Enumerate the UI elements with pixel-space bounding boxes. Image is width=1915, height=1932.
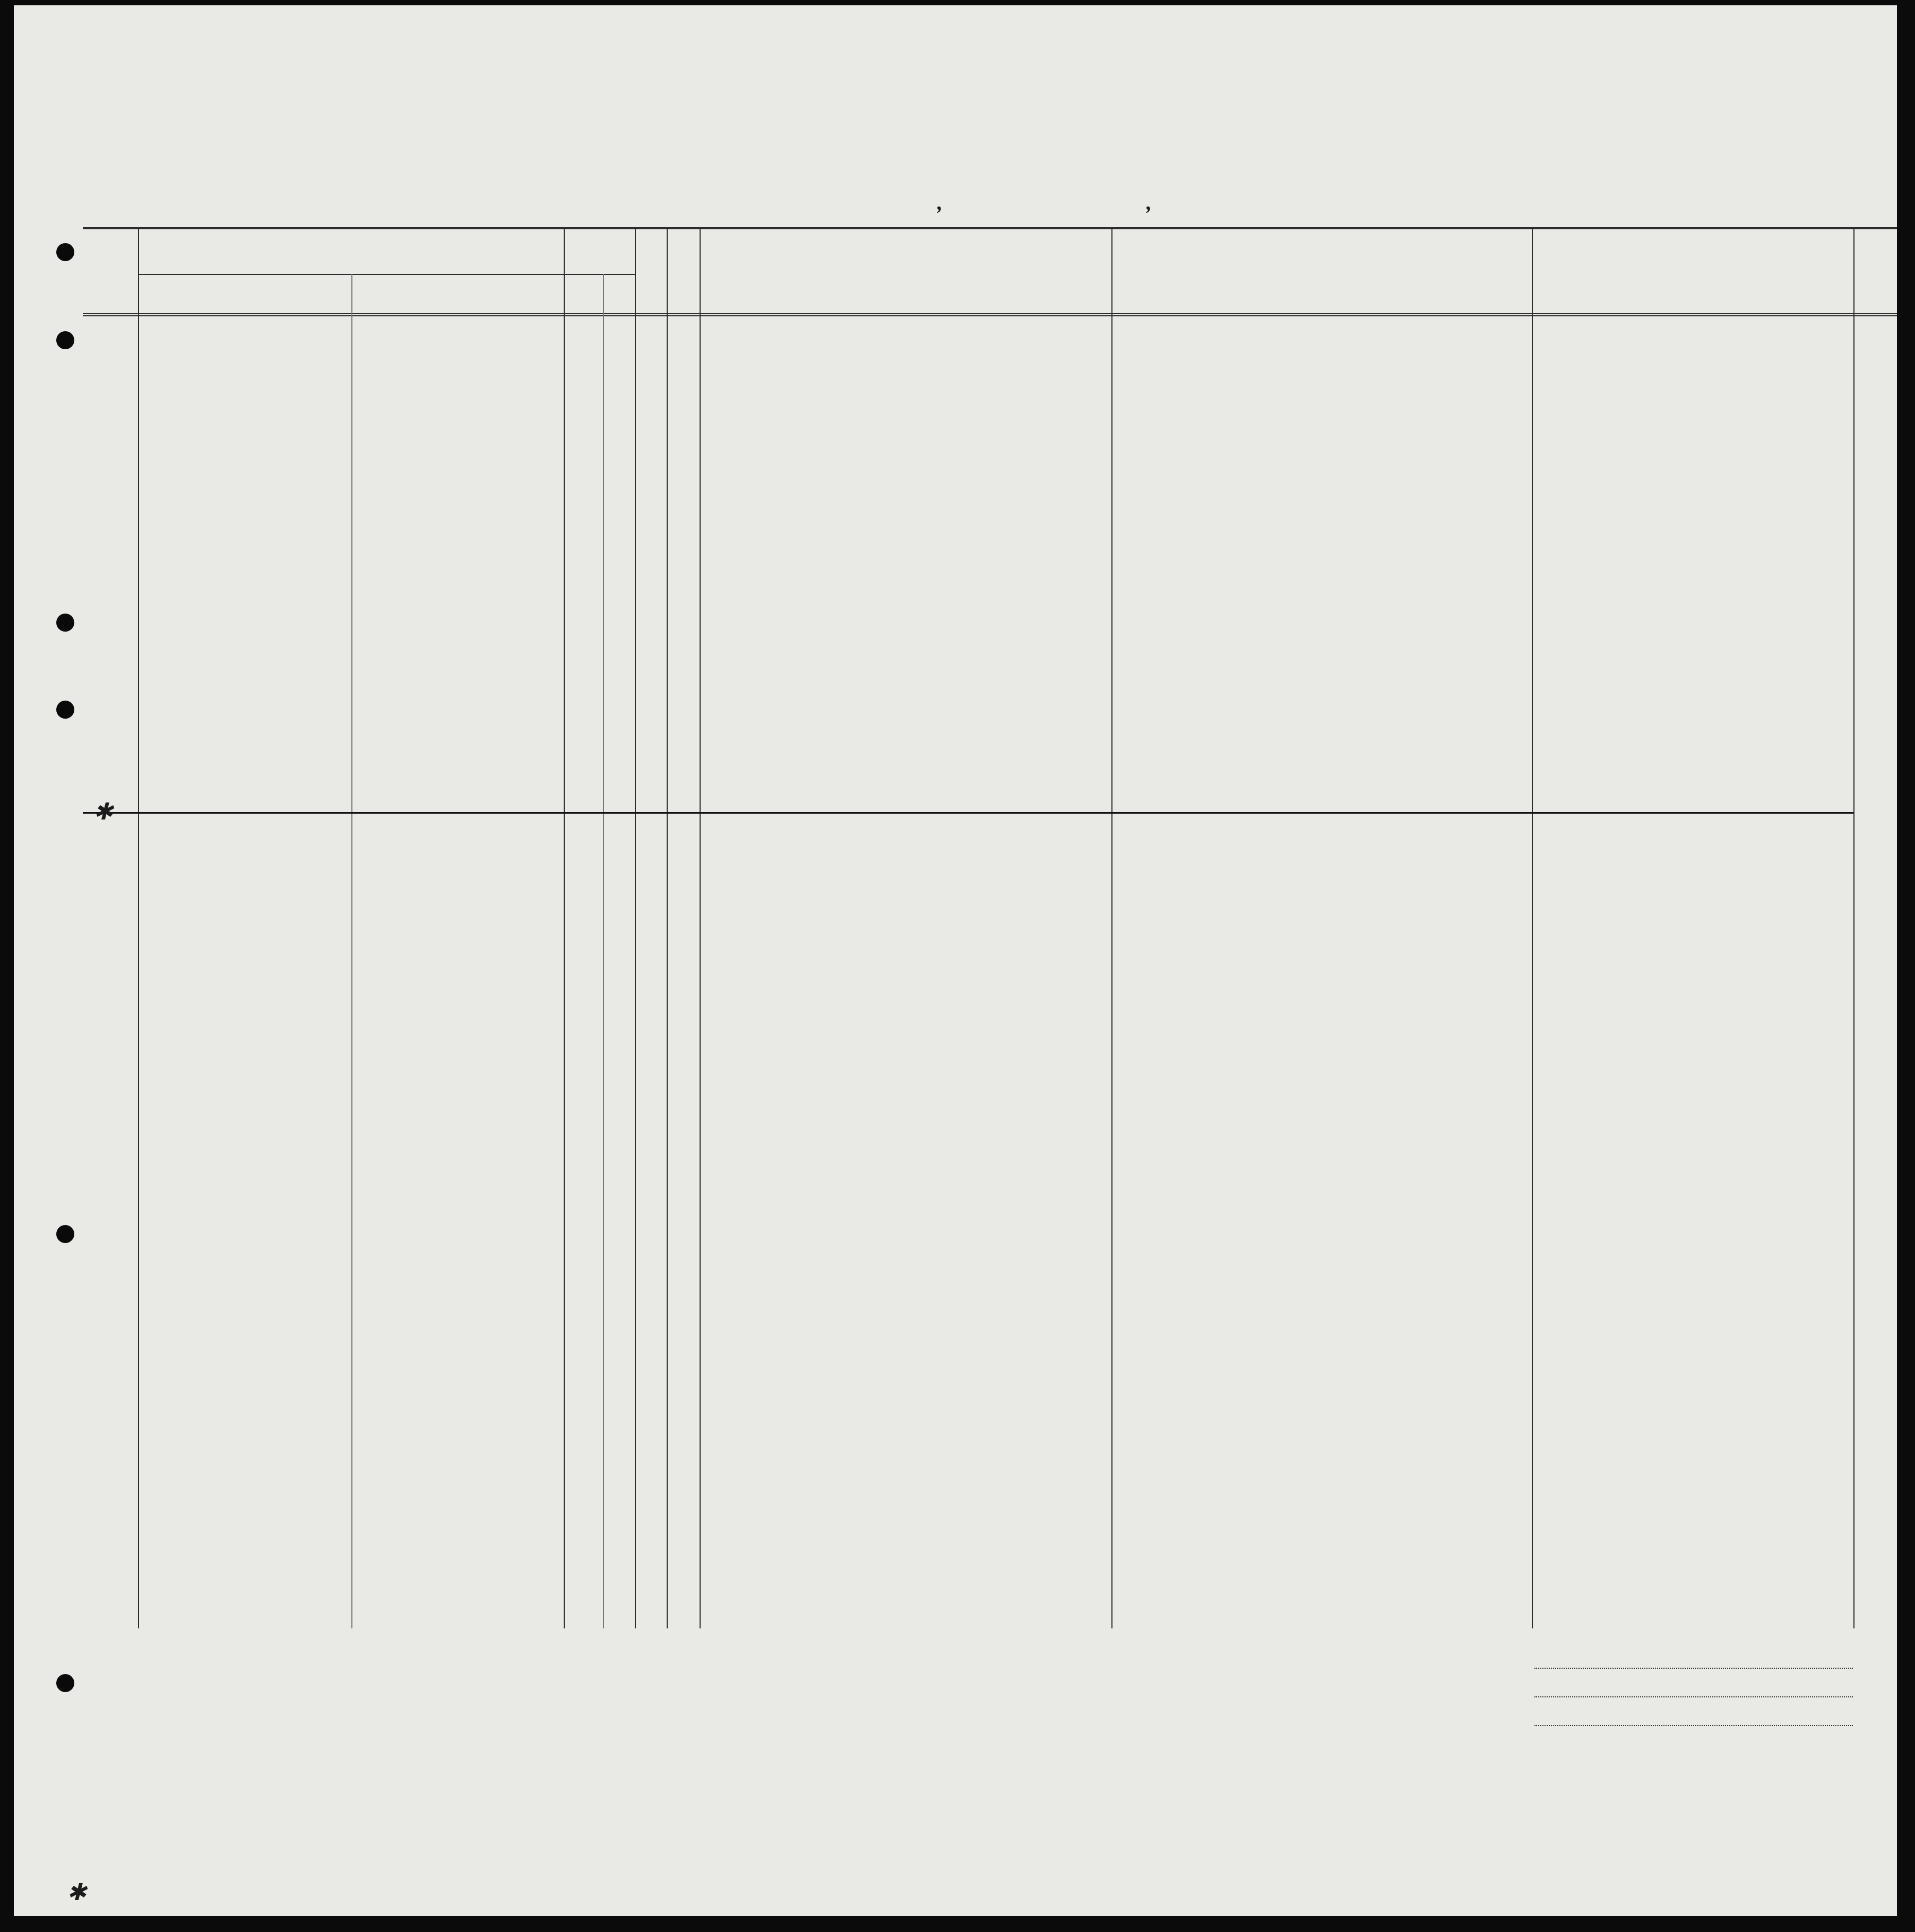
binder-hole [56, 243, 74, 261]
margin-mark: ✱ [67, 1879, 87, 1906]
row-11-star-mark: ✱ [93, 798, 113, 825]
voyage-line: , , [937, 191, 1152, 214]
binder-hole [56, 1225, 74, 1243]
binder-hole [56, 331, 74, 349]
binder-hole [56, 614, 74, 632]
check-marks [83, 227, 1897, 1628]
binder-hole [56, 701, 74, 719]
manifest-page [14, 5, 1897, 1916]
passenger-table [83, 227, 1897, 1628]
footer [14, 1629, 1897, 1916]
